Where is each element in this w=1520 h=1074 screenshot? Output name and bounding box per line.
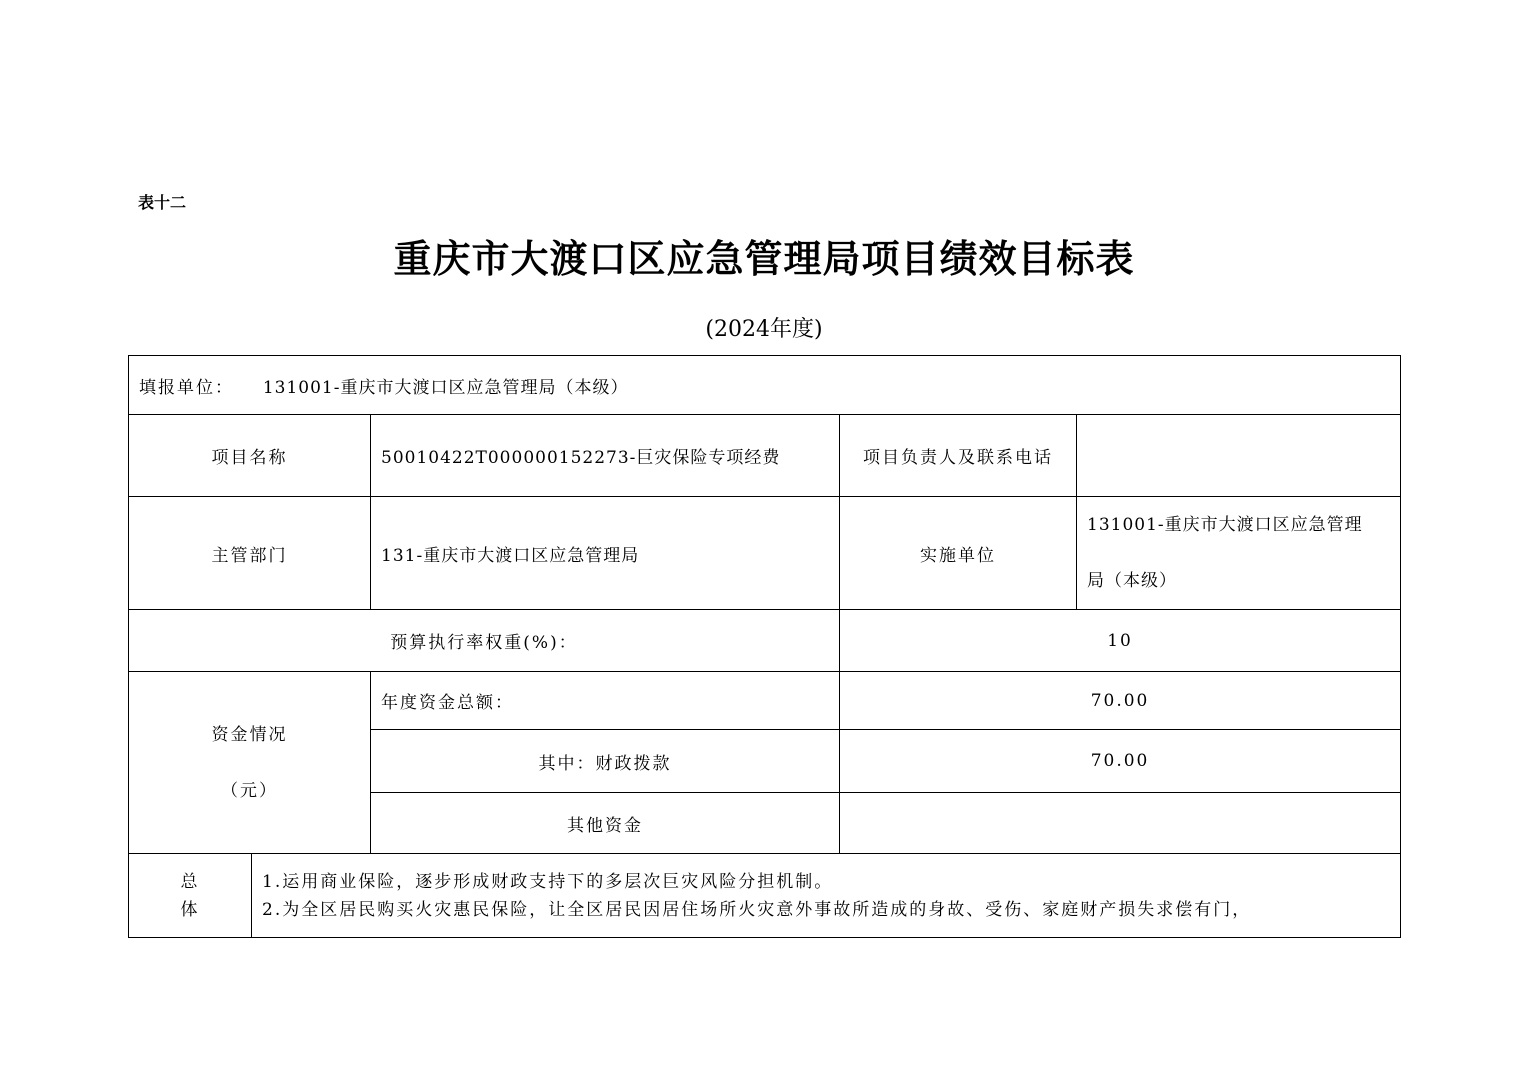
overall-goal-label: [129, 854, 252, 938]
impl-unit-value-line2: 局（本级）: [1087, 571, 1177, 591]
funds-fiscal-label: 其中：财政拨款: [371, 730, 840, 793]
budget-weight-row: [129, 610, 1401, 672]
filler-value: 131001-重庆市大渡口区应急管理局（本级）: [262, 377, 629, 398]
funds-label-line2: （元）: [221, 780, 278, 801]
table-number-label: 表十二: [138, 193, 187, 212]
funds-total-value: 70.00: [840, 672, 1401, 730]
impl-unit-value-line1: 131001-重庆市大渡口区应急管理: [1087, 515, 1363, 535]
filler-row: [129, 356, 1401, 415]
performance-goal-table: [128, 355, 1401, 938]
project-name-value: 50010422T000000152273-巨灾保险专项经费: [371, 415, 840, 497]
impl-unit-value: [1077, 497, 1401, 610]
overall-goal-content: [252, 854, 1401, 938]
overall-goal-row: [129, 854, 1401, 938]
filler-cell: [129, 356, 1401, 415]
funds-total-row: [129, 672, 1401, 730]
dept-value: 131-重庆市大渡口区应急管理局: [371, 497, 840, 610]
project-contact-value: [1077, 415, 1401, 497]
project-contact-label: 项目负责人及联系电话: [840, 415, 1077, 497]
funds-label-line1: 资金情况: [211, 724, 288, 745]
overall-goal-label-line1: 总: [180, 871, 200, 892]
funds-other-label: 其他资金: [371, 793, 840, 854]
budget-weight-label: 预算执行率权重(%)：: [129, 610, 840, 672]
funds-fiscal-value: 70.00: [840, 730, 1401, 793]
overall-goal-1: 1.运用商业保险，逐步形成财政支持下的多层次巨灾风险分担机制。: [262, 871, 834, 892]
funds-label: [129, 672, 371, 854]
document-year: (2024年度): [705, 317, 823, 342]
impl-unit-label: 实施单位: [840, 497, 1077, 610]
dept-label: 主管部门: [129, 497, 371, 610]
funds-total-label: 年度资金总额：: [371, 672, 840, 730]
funds-other-value: [840, 793, 1401, 854]
filler-label: 填报单位：: [139, 377, 234, 398]
document-title: 重庆市大渡口区应急管理局项目绩效目标表: [393, 236, 1135, 281]
project-name-label: 项目名称: [129, 415, 371, 497]
overall-goal-label-line2: 体: [180, 899, 200, 920]
dept-row: [129, 497, 1401, 610]
budget-weight-value: 10: [840, 610, 1401, 672]
overall-goal-2: 2.为全区居民购买火灾惠民保险，让全区居民因居住场所火灾意外事故所造成的身故、受伤、家庭财产损失求偿有门，: [262, 899, 1252, 920]
project-row: [129, 415, 1401, 497]
